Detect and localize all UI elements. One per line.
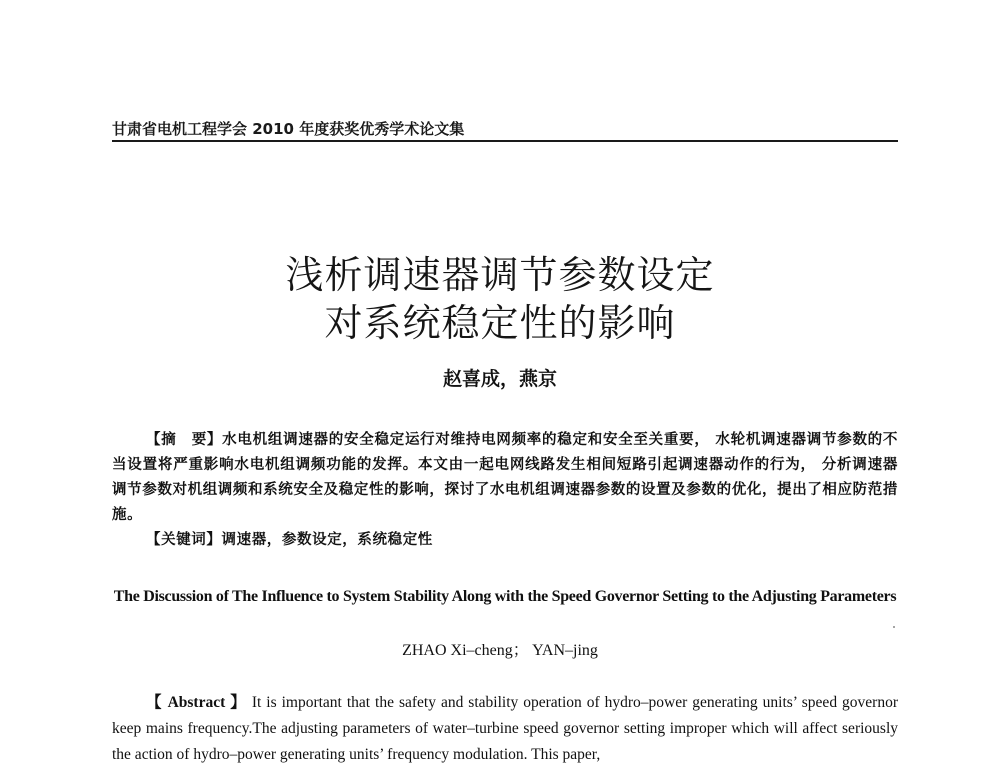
header-divider [112,140,898,142]
keywords-label: 【关键词】 [146,532,222,548]
paper-title-line-2: 对系统稳定性的影响 [324,301,676,345]
chinese-keywords [112,528,898,553]
abstract-text: 水电机组调速器的安全稳定运行对维持电网频率的稳定和安全至关重要， 水轮机调速器调节参数的不当设置将严重影响水电机组调频功能的发挥。本文由一起电网线路发生相间短路引起调速器动作的行为， 分析调速器调节参数对机组调频和系统安全及稳定性的影响，探讨了水电机组调速器参数的设置及参数的优化，提出了相应防范措施。 [112,432,899,523]
chinese-abstract-section [112,428,898,553]
paper-authors: 赵喜成，燕京 [442,368,557,390]
abstract-label: 【摘 要】 [146,432,223,448]
paper-title-line-1: 浅析调速器调节参数设定 [285,253,715,297]
journal-header: 甘肃省电机工程学会 2010 年度获奖优秀学术论文集 [112,120,465,138]
english-abstract-label: 【 Abstract 】 [146,694,247,711]
scan-speck [893,626,895,628]
keywords-text: 调速器，参数设定，系统稳定性 [221,532,433,548]
english-title: The Discussion of The Influence to System Stability Along with the Speed Governor Setting to the Adjusting Parameters [113,588,897,605]
english-authors: ZHAO Xi–cheng； YAN–jing [402,642,598,659]
english-abstract-text: It is important that the safety and stability operation of hydro–power generating units’ speed governor keep mains frequency.The adjusting parameters of water–turbine speed governor setting improper which will affect seriously the action of hydro–power generating units’ frequency modulation. This paper, [112,694,898,763]
chinese-abstract [112,428,898,528]
english-abstract [112,690,898,768]
